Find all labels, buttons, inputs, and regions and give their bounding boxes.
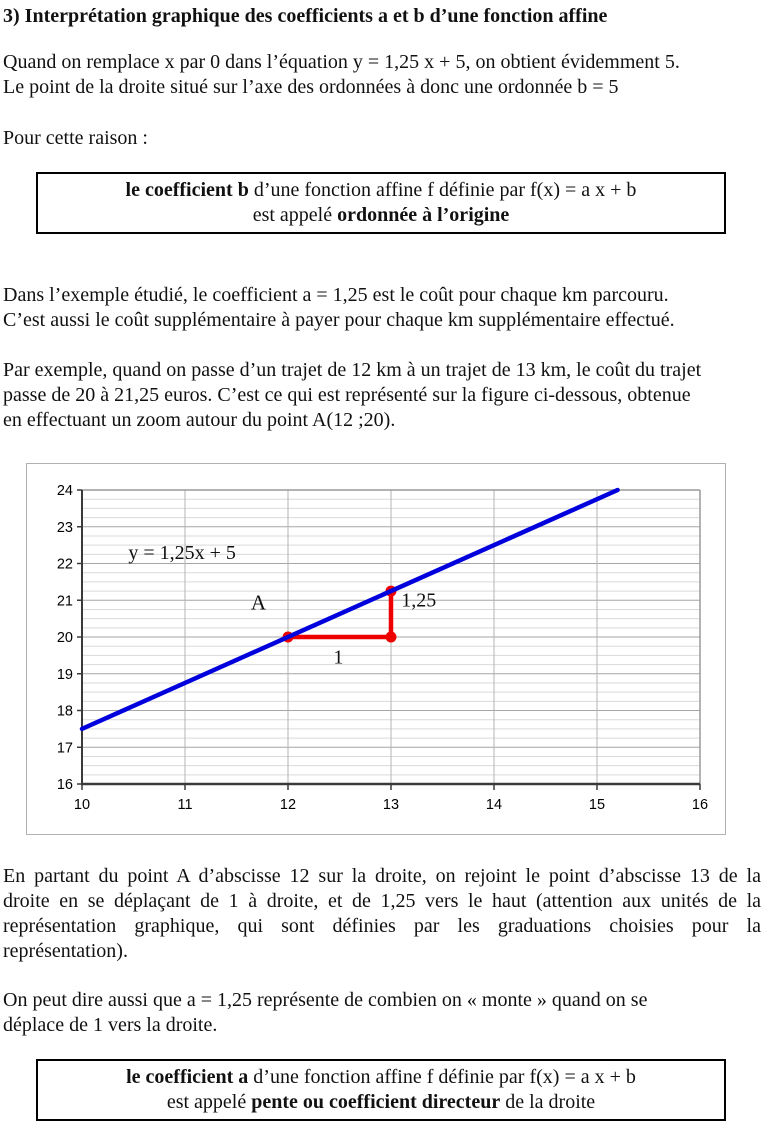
figure-zoom-chart [26, 463, 726, 835]
paragraph-explanation [3, 864, 761, 964]
chart-annotation: 1,25 [401, 589, 437, 612]
paragraph-example [3, 358, 761, 433]
y-axis-tick-label: 20 [56, 630, 73, 646]
text-line: Quand on remplace x par 0 dans l’équation y = 1,25 x + 5, on obtient évidemment 5. [3, 51, 680, 73]
chart-annotation: 1 [333, 646, 344, 669]
text-line: droite en se déplaçant de 1 à droite, et de 1,25 vers le haut (attention aux unités de la [3, 890, 761, 912]
y-axis-tick-label: 18 [56, 703, 73, 720]
chart-annotation: y = 1,25x + 5 [128, 541, 236, 564]
paragraph-reason [3, 126, 761, 151]
y-axis-tick-label: 17 [56, 740, 73, 757]
data-point-marker [386, 632, 397, 643]
x-axis-tick-label: 13 [382, 797, 400, 813]
paragraph-intro [3, 50, 761, 100]
text-line: déplace de 1 vers la droite. [3, 1014, 218, 1036]
y-axis-tick-label: 22 [56, 556, 73, 573]
rule-box-line: le coefficient b d’une fonction affine f définie par f(x) = a x + b [125, 179, 637, 201]
y-axis-tick-label: 19 [56, 666, 73, 683]
page-title: 3) Interprétation graphique des coefficients a et b d’une fonction affine [3, 5, 608, 27]
text-line: On peut dire aussi que a = 1,25 représente de combien on « monte » quand on se [3, 989, 648, 1011]
y-axis-tick-label: 16 [56, 777, 73, 793]
x-axis-tick-label: 12 [279, 797, 297, 813]
rule-box-line: le coefficient a d’une fonction affine f définie par f(x) = a x + b [126, 1066, 636, 1088]
rule-box-coefficient-a [36, 1059, 726, 1121]
text-line: Le point de la droite situé sur l’axe des ordonnées à donc une ordonnée b = 5 [3, 76, 619, 98]
line-chart [27, 464, 725, 834]
rule-box-line: est appelé pente ou coefficient directeur de la droite [166, 1091, 596, 1113]
paragraph-slope-meaning [3, 988, 761, 1038]
chart-axes [57, 483, 708, 813]
x-axis-tick-label: 10 [73, 797, 91, 813]
text-line: représentation graphique, qui sont définies par les graduations choisies pour la [3, 915, 761, 937]
paragraph-coefficient-a [3, 283, 761, 333]
x-axis-tick-label: 14 [485, 797, 503, 813]
x-axis-tick-label: 16 [691, 797, 709, 813]
x-axis-tick-label: 11 [177, 797, 193, 813]
text-line: En partant du point A d’abscisse 12 sur la droite, on rejoint le point d’abscisse 13 de la [3, 865, 761, 887]
text-line: Pour cette raison : [3, 127, 148, 149]
text-line: C’est aussi le coût supplémentaire à payer pour chaque km supplémentaire effectué. [3, 309, 675, 331]
text-line: représentation). [3, 940, 128, 962]
text-line: passe de 20 à 21,25 euros. C’est ce qui est représenté sur la figure ci-dessous, obtenue [3, 384, 691, 406]
text-line: en effectuant un zoom autour du point A(12 ;20). [3, 409, 396, 431]
rule-box-line: est appelé ordonnée à l’origine [252, 204, 510, 226]
x-axis-tick-label: 15 [588, 797, 606, 813]
y-axis-tick-label: 23 [56, 519, 73, 536]
chart-annotation: A [250, 590, 267, 615]
y-axis-tick-label: 24 [56, 483, 73, 499]
rule-box-coefficient-b [36, 172, 726, 234]
y-axis-tick-label: 21 [56, 593, 73, 610]
text-line: Dans l’exemple étudié, le coefficient a = 1,25 est le coût pour chaque km parcouru. [3, 284, 669, 306]
text-line: Par exemple, quand on passe d’un trajet de 12 km à un trajet de 13 km, le coût du trajet [3, 359, 702, 381]
